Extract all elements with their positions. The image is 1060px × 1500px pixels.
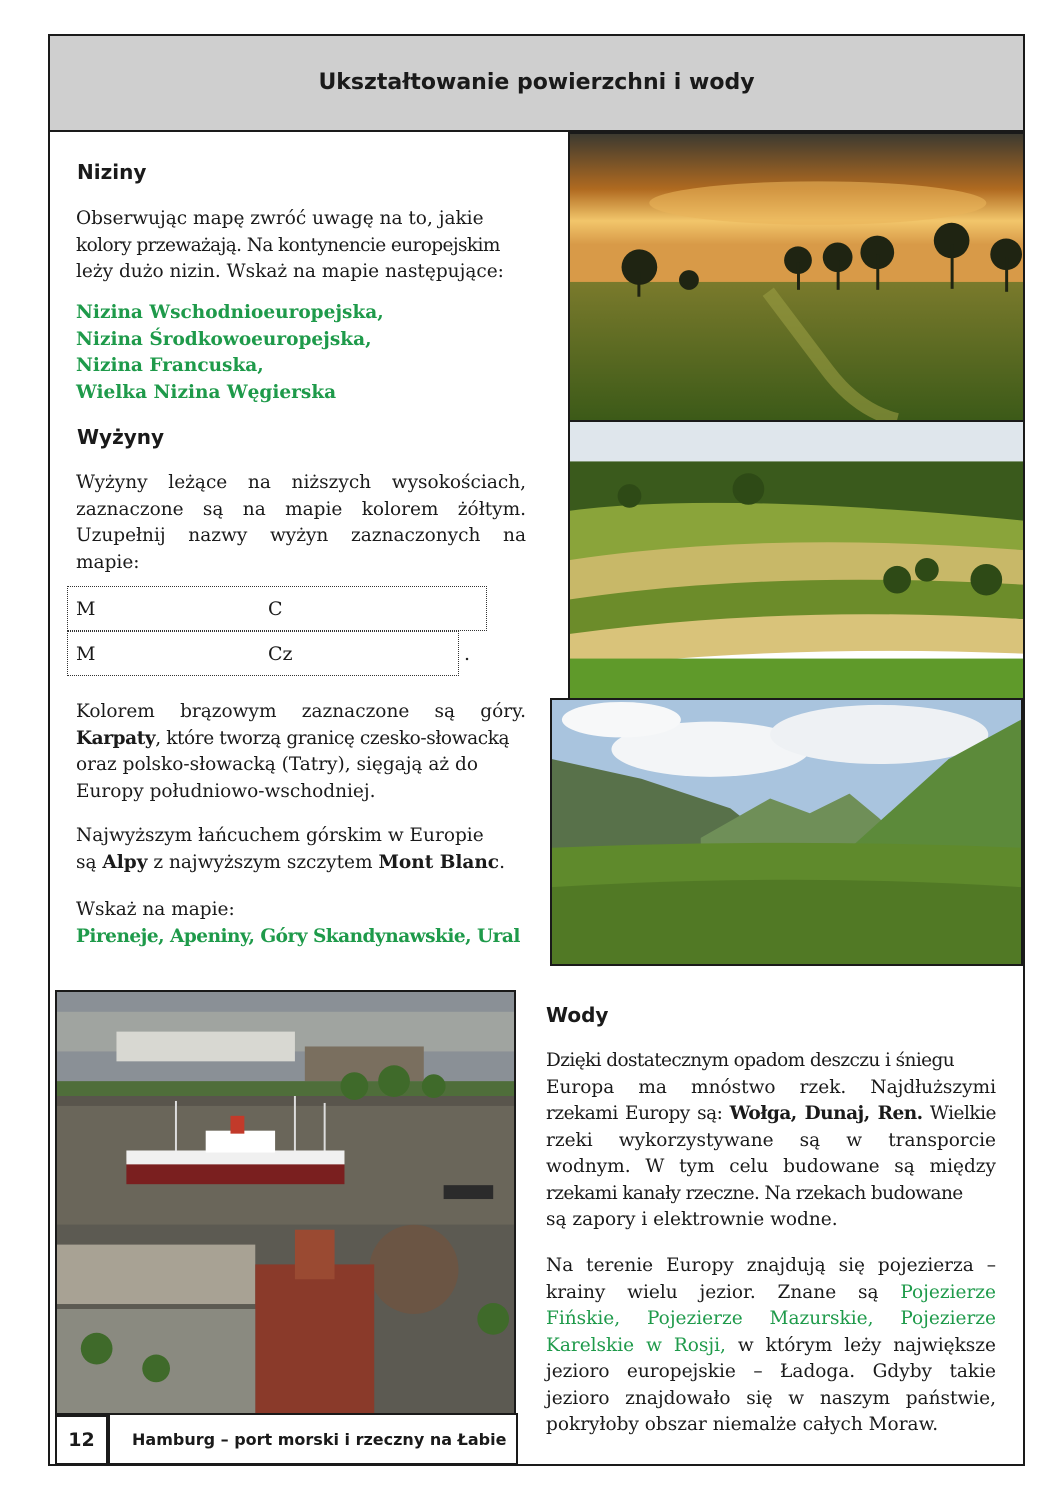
fill-label-m2: M	[76, 643, 96, 665]
wody-line	[546, 1101, 996, 1128]
wody-line: jezioro europejskie – Ładoga. Gdyby takie	[546, 1361, 996, 1382]
fill-end-period: .	[464, 643, 471, 665]
rivers-pre: rzekami Europy są:	[546, 1103, 730, 1124]
gory-line: Kolorem brązowym zaznaczone są góry.	[76, 701, 526, 722]
niziny-intro	[76, 206, 526, 286]
photo-caption: Hamburg – port morski i rzeczny na Łabie	[108, 1413, 518, 1465]
gory-line: oraz polsko-słowacką (Tatry), sięgają aż do	[76, 754, 478, 775]
wody-line: jezioro znajdowało się w naszym państwie,	[546, 1387, 996, 1409]
fill-label-m1: M	[76, 598, 96, 620]
wody-line: Europa ma mnóstwo rzek. Najdłuższymi	[546, 1076, 996, 1098]
page-number: 12	[55, 1415, 108, 1465]
wody-line: Dzięki dostatecznym opadom deszczu i śniegu	[546, 1050, 955, 1071]
wyzyny-intro-line: Wyżyny leżące na niższych wysokościach,	[76, 472, 526, 493]
fill-in-row-2[interactable]	[67, 631, 459, 676]
wody-line: wodnym. W tym celu budowane są między	[546, 1156, 996, 1177]
wody-paragraph-2	[546, 1253, 996, 1439]
gory-line: Europy południowo-wschodniej.	[76, 780, 376, 802]
alps-paragraph	[76, 823, 536, 876]
photo-lowland-sunset	[568, 132, 1025, 422]
niziny-list-item: Nizina Wschodnioeuropejska,	[76, 302, 384, 323]
wyzyny-intro-line: zaznaczone są na mapie kolorem żółtym.	[76, 498, 526, 520]
point-list: Pireneje, Apeniny, Góry Skandynawskie, Ural	[76, 925, 520, 947]
page-title: Ukształtowanie powierzchni i wody	[318, 70, 755, 95]
wyzyny-intro-line: Uzupełnij nazwy wyżyn zaznaczonych na	[76, 525, 526, 546]
page-header	[48, 34, 1025, 132]
upland-fields-image	[570, 422, 1023, 698]
mont-blanc-bold: Mont Blanc	[378, 851, 500, 873]
wody-line	[546, 1333, 996, 1360]
niziny-list-item: Nizina Francuska,	[76, 355, 264, 376]
lakes-post: w którym leży największe	[725, 1334, 996, 1356]
hamburg-port-image	[57, 992, 514, 1413]
gory-line	[76, 726, 526, 753]
wyzyny-intro	[76, 470, 526, 576]
wody-paragraph-1	[546, 1048, 996, 1234]
fill-label-c: C	[268, 598, 283, 620]
gory-line-rest: , które tworzą granicę czesko-słowacką	[155, 727, 510, 749]
wody-line: Na terenie Europy znajdują się pojezierza –	[546, 1255, 996, 1276]
lakes-green-2: Fińskie, Pojezierze Mazurskie, Pojezierze	[546, 1308, 996, 1329]
alps-line: Najwyższym łańcuchem górskim w Europie	[76, 825, 484, 846]
wody-line: są zapory i elektrownie wodne.	[546, 1209, 838, 1230]
wyzyny-heading: Wyżyny	[77, 425, 165, 449]
lowland-sunset-image	[570, 134, 1023, 420]
wody-line: rzekami kanały rzeczne. Na rzekach budowane	[546, 1182, 963, 1204]
rivers-post: Wielkie	[922, 1103, 996, 1124]
mountains-image	[552, 700, 1021, 964]
alpy-bold: Alpy	[102, 851, 148, 873]
alps-pre: są	[76, 851, 103, 873]
niziny-list-item: Nizina Środkowoeuropejska,	[76, 328, 372, 350]
rivers-bold: Wołga, Dunaj, Ren.	[729, 1103, 923, 1124]
alps-line	[76, 850, 536, 877]
lakes-green-1: Pojezierze	[900, 1281, 996, 1303]
photo-mountains	[550, 698, 1023, 966]
niziny-intro-line: Obserwując mapę zwróć uwagę na to, jakie	[76, 208, 484, 229]
niziny-intro-line: leży dużo nizin. Wskaż na mapie następujące:	[76, 261, 504, 282]
photo-hamburg-port	[55, 990, 516, 1415]
gory-paragraph	[76, 699, 526, 805]
wody-line: rzeki wykorzystywane są w transporcie	[546, 1129, 996, 1151]
wody-line	[546, 1280, 996, 1307]
niziny-heading: Niziny	[77, 160, 147, 184]
niziny-list	[76, 300, 536, 406]
point-paragraph	[76, 897, 546, 950]
wody-line: pokryłoby obszar niemalże całych Moraw.	[546, 1414, 939, 1435]
wody-heading: Wody	[546, 1003, 609, 1027]
lakes-green-3: Karelskie w Rosji,	[546, 1334, 726, 1356]
niziny-list-item: Wielka Nizina Węgierska	[76, 381, 337, 403]
karpaty-bold: Karpaty	[76, 727, 156, 749]
alps-end: .	[499, 851, 505, 873]
point-label: Wskaż na mapie:	[76, 899, 235, 920]
photo-upland-fields	[568, 420, 1025, 700]
wyzyny-intro-line: mapie:	[76, 551, 140, 573]
lakes-pre: krainy wielu jezior. Znane są	[546, 1281, 901, 1303]
alps-mid: z najwyższym szczytem	[147, 851, 379, 873]
niziny-intro-line: kolory przeważają. Na kontynencie europejskim	[76, 234, 500, 256]
fill-label-cz: Cz	[268, 643, 293, 665]
